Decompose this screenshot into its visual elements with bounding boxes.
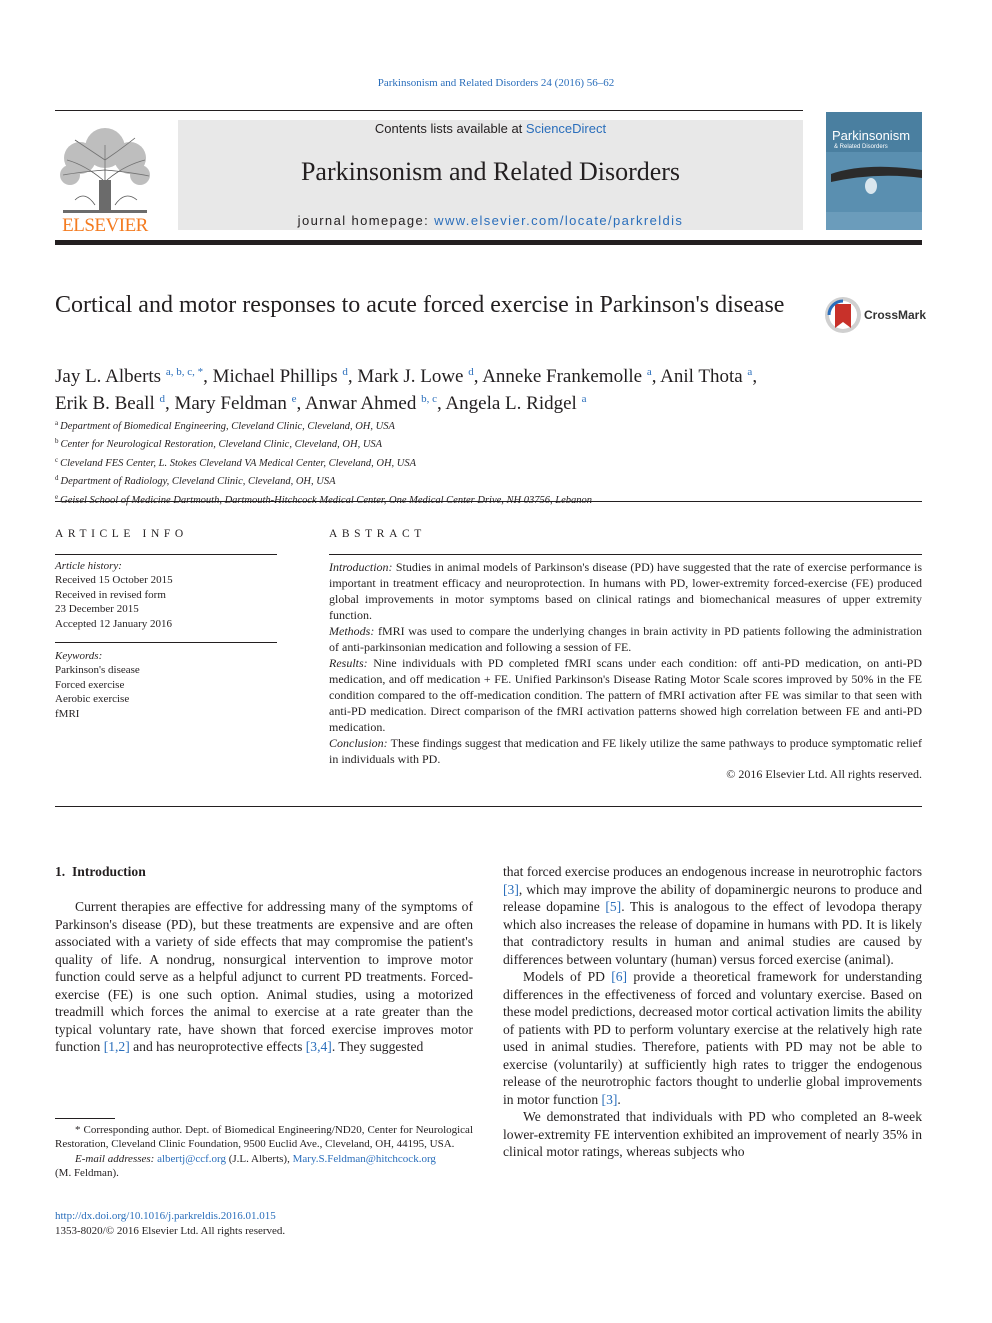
author-affiliation-marks[interactable]: e — [291, 393, 297, 405]
journal-homepage — [178, 213, 803, 228]
history-label: Article history: — [55, 560, 122, 572]
divider — [55, 554, 277, 555]
affiliation-list — [55, 416, 915, 508]
email-link[interactable]: albertj@ccf.org — [157, 1152, 226, 1165]
history-item: 23 December 2015 — [55, 603, 139, 616]
affiliation: $^a$ Department of Biomedical Engineering, Cleveland Clinic, Cleveland, OH, USA — [55, 419, 395, 432]
crossmark-icon — [824, 296, 862, 334]
author-affiliation-marks[interactable]: a, b, c, * — [165, 366, 204, 378]
citation-link[interactable]: [6] — [611, 969, 628, 984]
author-name[interactable]: Angela L. Ridgel — [445, 393, 582, 414]
homepage-link[interactable]: www.elsevier.com/locate/parkreldis — [434, 213, 684, 228]
author-name[interactable]: Mary Feldman — [174, 393, 292, 414]
body-right-column — [503, 863, 922, 1161]
author-affiliation-marks[interactable]: a — [646, 366, 652, 378]
divider — [55, 501, 922, 502]
abstract-body — [329, 559, 922, 767]
journal-name: Parkinsonism and Related Disorders — [300, 157, 681, 186]
body-paragraph: that forced exercise produces an endogenous increase in neurotrophic factors [3], which may improve the ability of dopaminergic neurons to produce and release dopamine [5]. This is analogous to the effect of levodopa therapy which also increases the release of dopamine in humans with PD. It is likely that contradictory results in human and animal studies are caused by differences between voluntary (human) versus forced exercise (animal). — [503, 864, 922, 967]
corresponding-author-footnote — [55, 1123, 473, 1181]
body-paragraph: We demonstrated that individuals with PD who completed an 8-week lower-extremity FE intervention exhibited an improvement of nearly 35% in clinical motor ratings, whereas subjects who — [503, 1109, 922, 1159]
journal-cover-thumbnail[interactable] — [826, 112, 922, 230]
header-rule — [55, 110, 803, 111]
sciencedirect-link[interactable]: ScienceDirect — [525, 121, 607, 136]
email-who: (M. Feldman). — [55, 1167, 119, 1180]
affiliation: $^b$ Center for Neurological Restoration, Cleveland Clinic, Cleveland, OH, USA — [55, 437, 383, 451]
abstract-results: Results: Nine individuals with PD completed fMRI scans under each condition: off anti-PD medication, on anti-PD medication, and off medication + FE. Unified Parkinson's Disease Rating Motor Scale scores improved by 50% in the FE condition compared to the off-medication condition. The pattern of fMRI activation after FE was similar to that seen with anti-PD medication. Direct comparison of the fMRI activation patterns showed high correlation between FE and anti-PD medication. — [329, 656, 922, 734]
citation-link[interactable]: [3] — [601, 1091, 618, 1107]
affiliation: $^d$ Department of Radiology, Cleveland Clinic, Cleveland, OH, USA — [55, 474, 336, 488]
keyword: Aerobic exercise — [55, 693, 130, 706]
author-name[interactable]: Jay L. Alberts — [55, 366, 166, 387]
keyword: Parkinson's disease — [55, 664, 140, 677]
history-item: Received 15 October 2015 — [55, 574, 173, 587]
abstract-copyright: © 2016 Elsevier Ltd. All rights reserved. — [726, 767, 922, 781]
author-affiliation-marks[interactable]: d — [342, 366, 348, 378]
author-name[interactable]: Anwar Ahmed — [304, 393, 422, 414]
elsevier-wordmark: ELSEVIER — [62, 215, 148, 236]
author-affiliation-marks[interactable]: d — [468, 366, 474, 378]
author-name[interactable]: Mark J. Lowe — [357, 366, 469, 387]
citation-link[interactable]: [5] — [605, 899, 622, 914]
citation-link[interactable]: [3,4] — [305, 1039, 332, 1054]
email-line: E-mail addresses: albertj@ccf.org (J.L. Alberts), Mary.S.Feldman@hitchcock.org — [75, 1152, 436, 1165]
body-left-column — [55, 898, 473, 1056]
divider — [55, 806, 922, 807]
author-affiliation-marks[interactable]: d — [159, 393, 165, 405]
abstract-conclusion: Conclusion: These findings suggest that medication and FE likely utilize the same pathways to produce symptomatic relief in individuals with PD. — [329, 736, 922, 766]
author-affiliation-marks[interactable]: a — [747, 366, 753, 378]
keyword: fMRI — [55, 707, 80, 720]
contents-line — [178, 121, 803, 136]
keyword: Forced exercise — [55, 678, 125, 691]
author-name[interactable]: Michael Phillips — [212, 366, 343, 387]
journal-citation[interactable]: Parkinsonism and Related Disorders 24 (2016) 56–62 — [377, 77, 615, 89]
author-affiliation-marks[interactable]: a — [581, 393, 587, 405]
crossmark-label: CrossMark — [864, 308, 927, 322]
history-item: Received in revised form — [55, 588, 166, 601]
author-affiliation-marks[interactable]: b, c — [421, 393, 437, 405]
issn-line: 1353-8020/© 2016 Elsevier Ltd. All rights reserved. — [55, 1225, 286, 1237]
keywords — [55, 649, 277, 721]
author-name[interactable]: Anil Thota — [660, 366, 748, 387]
corresponding-text: * Corresponding author. Dept. of Biomedical Engineering/ND20, Center for Neurological Restoration, Cleveland Clinic Foundation, 9500 Euclid Ave., Cleveland, OH, 44195, USA. — [55, 1124, 473, 1151]
citation-link[interactable]: [3] — [503, 881, 519, 897]
section-heading: 1. Introduction — [55, 864, 146, 879]
keywords-label: Keywords: — [55, 650, 103, 662]
footnote-rule — [55, 1118, 115, 1119]
abstract-methods: Methods: fMRI was used to compare the underlying changes in brain activity in PD patients following the administration of anti-parkinsonian medication and following a session of FE. — [329, 624, 923, 654]
cover-subtitle: & Related Disorders — [834, 144, 888, 150]
author-name[interactable]: Erik B. Beall — [55, 393, 160, 414]
body-paragraph: Models of PD [6] provide a theoretical framework for understanding differences in the effectiveness of forced and voluntary exercise. Based on these model predictions, decreased motor cortical activation limits the ability of patients with PD to perform voluntary exercise at the relatively high rate used in animal studies. Therefore, patients with PD may not be able to exercise (voluntarily) at sufficiently high rates to trigger the endogenous release of the neurotrophic factors thought to underlie global improvements in motor function [3]. — [503, 969, 923, 1107]
email-link[interactable]: Mary.S.Feldman@hitchcock.org — [292, 1152, 436, 1165]
article-history — [55, 559, 277, 631]
elsevier-logo[interactable] — [55, 120, 155, 235]
crossmark-button[interactable] — [824, 296, 927, 336]
affiliation: e — [55, 492, 59, 501]
divider — [55, 642, 277, 643]
doi-link[interactable]: http://dx.doi.org/10.1016/j.parkreldis.2016.01.015 — [55, 1210, 276, 1222]
author-list: Jay L. Alberts $^{a, b, c, *}$, Michael Phillips $^d$, Mark J. Lowe $^d$, Anneke Frankemolle $^a$, Anil Thota $^a$, Erik B. Beall $^d$, Mary Feldman $^e$, Anwar Ahmed $^{b, c}$, Angela L. Ridgel $^a$ — [55, 366, 758, 414]
body-paragraph: Current therapies are effective for addressing many of the symptoms of Parkinson's disease (PD), but these treatments are expensive and are often associated with a variety of side effects that may compromise the patient's quality of life. A nondrug, nonsurgical intervention to improve motor function could serve as a helpful adjunct to current PD treatments. Forced-exercise (FE) is one such option. Animal studies, using a motorized treadmill which forces the animal to exercise at a rate greater than the typical voluntary rate, have shown that forced exercise improves motor function [1,2] and has neuroprotective effects [3,4]. They suggested — [55, 899, 473, 1054]
contents-prefix: Contents lists available at — [374, 121, 526, 136]
history-item: Accepted 12 January 2016 — [55, 617, 172, 630]
homepage-prefix: journal homepage: — [297, 213, 435, 228]
divider — [329, 554, 922, 555]
author-name[interactable]: Anneke Frankemolle — [482, 366, 647, 387]
citation-link[interactable]: [1,2] — [103, 1039, 130, 1054]
cover-title: Parkinsonism — [832, 128, 911, 143]
affiliation: $^c$ Cleveland FES Center, L. Stokes Cleveland VA Medical Center, Cleveland, OH, USA — [55, 455, 417, 469]
abstract-heading: ABSTRACT — [329, 528, 426, 540]
abstract-introduction: Introduction: Studies in animal models of Parkinson's disease (PD) have suggested that the rate of exercise performance is important in treatment efficacy and neuroprotection. In humans with PD, lower-extremity forced-exercise (FE) produced global improvements in motor symptoms based on clinical ratings and biomechanical measures of upper extremity function. — [329, 560, 923, 622]
header-thick-rule — [55, 240, 922, 245]
article-title: Cortical and motor responses to acute forced exercise in Parkinson's disease — [55, 292, 785, 318]
article-info-heading: ARTICLE INFO — [55, 528, 188, 540]
